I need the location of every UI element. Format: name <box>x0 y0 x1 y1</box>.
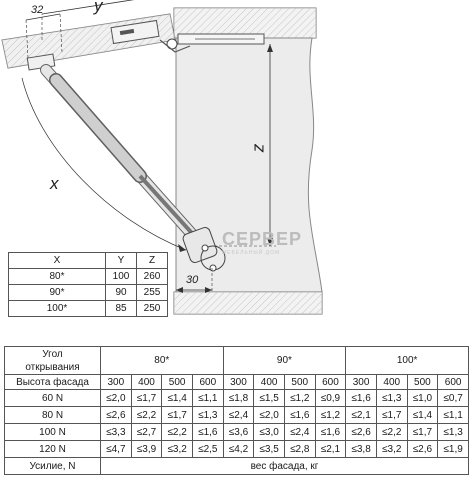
height-cell: 300 <box>101 375 132 390</box>
weight-cell: ≤0,7 <box>438 390 469 407</box>
weight-cell: ≤1,2 <box>284 390 315 407</box>
weight-cell: ≤3,3 <box>101 424 132 441</box>
height-label: Высота фасада <box>5 375 101 390</box>
weight-cell: ≤1,3 <box>376 390 407 407</box>
weight-cell: ≤1,8 <box>223 390 254 407</box>
angle-90: 90* <box>223 347 346 375</box>
force-value: 80 N <box>5 407 101 424</box>
weight-cell: ≤2,5 <box>192 441 223 458</box>
cell-y: 100 <box>106 269 137 285</box>
watermark-logo: СЕРВЕР <box>222 229 303 249</box>
angle-label: Угол <box>5 347 101 362</box>
weight-cell: ≤2,0 <box>254 407 285 424</box>
weight-cell: ≤2,7 <box>131 424 162 441</box>
height-cell: 600 <box>315 375 346 390</box>
force-value: 60 N <box>5 390 101 407</box>
dimension-z-label: z <box>248 143 268 153</box>
weight-cell: ≤2,6 <box>101 407 132 424</box>
weight-cell: ≤1,4 <box>407 407 438 424</box>
weight-cell: ≤1,2 <box>315 407 346 424</box>
weight-cell: ≤2,4 <box>284 424 315 441</box>
table-row <box>9 301 168 317</box>
cell-x: 80* <box>9 269 106 285</box>
weight-cell: ≤1,9 <box>438 441 469 458</box>
height-cell: 400 <box>376 375 407 390</box>
weight-cell: ≤1,7 <box>131 390 162 407</box>
weight-cell: ≤2,6 <box>407 441 438 458</box>
height-cell: 500 <box>162 375 193 390</box>
force-value: 120 N <box>5 441 101 458</box>
table-row <box>9 269 168 285</box>
cabinet-bottom-panel <box>174 292 322 314</box>
weight-cell: ≤3,2 <box>376 441 407 458</box>
weight-cell: ≤3,8 <box>346 441 377 458</box>
table-row <box>5 441 469 458</box>
weight-cell: ≤1,6 <box>315 424 346 441</box>
height-cell: 400 <box>254 375 285 390</box>
angle-label-2: открывания <box>5 361 101 375</box>
header-y: Y <box>106 253 137 269</box>
weight-cell: ≤3,5 <box>254 441 285 458</box>
weight-cell: ≤2,1 <box>315 441 346 458</box>
angle-100: 100* <box>346 347 469 375</box>
weight-cell: ≤1,1 <box>192 390 223 407</box>
weight-cell: ≤1,3 <box>192 407 223 424</box>
position-table-header <box>9 253 168 269</box>
height-cell: 600 <box>438 375 469 390</box>
force-label: Усилие, N <box>5 458 101 475</box>
weight-cell: ≤4,7 <box>101 441 132 458</box>
height-cell: 300 <box>223 375 254 390</box>
table-row <box>5 424 469 441</box>
footer-row <box>5 458 469 475</box>
dimension-32-label: 32 <box>31 4 44 16</box>
cell-y: 85 <box>106 301 137 317</box>
weight-cell: ≤2,0 <box>101 390 132 407</box>
weight-cell: ≤1,6 <box>284 407 315 424</box>
weight-cell: ≤3,9 <box>131 441 162 458</box>
table-row <box>9 285 168 301</box>
angle-80: 80* <box>101 347 224 375</box>
weight-cell: ≤2,6 <box>346 424 377 441</box>
cell-x: 100* <box>9 301 106 317</box>
weight-cell: ≤1,6 <box>346 390 377 407</box>
angle-header-row <box>5 347 469 362</box>
cell-y: 90 <box>106 285 137 301</box>
weight-cell: ≤2,2 <box>131 407 162 424</box>
header-x: X <box>9 253 106 269</box>
weight-cell: ≤1,0 <box>407 390 438 407</box>
weight-cell: ≤3,0 <box>254 424 285 441</box>
height-cell: 600 <box>192 375 223 390</box>
force-weight-table <box>4 346 469 475</box>
table-row <box>5 407 469 424</box>
height-cell: 400 <box>131 375 162 390</box>
position-table <box>8 252 168 317</box>
height-cell: 500 <box>284 375 315 390</box>
dimension-x-label: x <box>50 174 59 193</box>
cell-z: 250 <box>137 301 168 317</box>
weight-cell: ≤2,2 <box>376 424 407 441</box>
weight-cell: ≤1,5 <box>254 390 285 407</box>
weight-cell: ≤1,7 <box>407 424 438 441</box>
height-header-row <box>5 375 469 390</box>
height-cell: 500 <box>407 375 438 390</box>
weight-cell: ≤3,6 <box>223 424 254 441</box>
weight-cell: ≤3,2 <box>162 441 193 458</box>
dimension-x-arc <box>22 78 186 252</box>
weight-cell: ≤1,1 <box>438 407 469 424</box>
weight-cell: ≤2,1 <box>346 407 377 424</box>
weight-cell: ≤2,4 <box>223 407 254 424</box>
cell-z: 260 <box>137 269 168 285</box>
weight-cell: ≤1,7 <box>162 407 193 424</box>
weight-cell: ≤1,6 <box>192 424 223 441</box>
watermark-subtitle: МЕБЕЛЬНЫЙ ДОМ <box>222 250 281 256</box>
weight-cell: ≤4,2 <box>223 441 254 458</box>
cell-z: 255 <box>137 285 168 301</box>
weight-cell: ≤2,2 <box>162 424 193 441</box>
weight-cell: ≤0,9 <box>315 390 346 407</box>
header-z: Z <box>137 253 168 269</box>
weight-label: вес фасада, кг <box>101 458 469 475</box>
weight-cell: ≤1,7 <box>376 407 407 424</box>
weight-cell: ≤1,4 <box>162 390 193 407</box>
dimension-y-label: y <box>94 0 103 15</box>
dimension-30-label: 30 <box>186 274 199 286</box>
cell-x: 90* <box>9 285 106 301</box>
weight-cell: ≤1,3 <box>438 424 469 441</box>
table-row <box>5 390 469 407</box>
force-value: 100 N <box>5 424 101 441</box>
weight-cell: ≤2,8 <box>284 441 315 458</box>
height-cell: 300 <box>346 375 377 390</box>
